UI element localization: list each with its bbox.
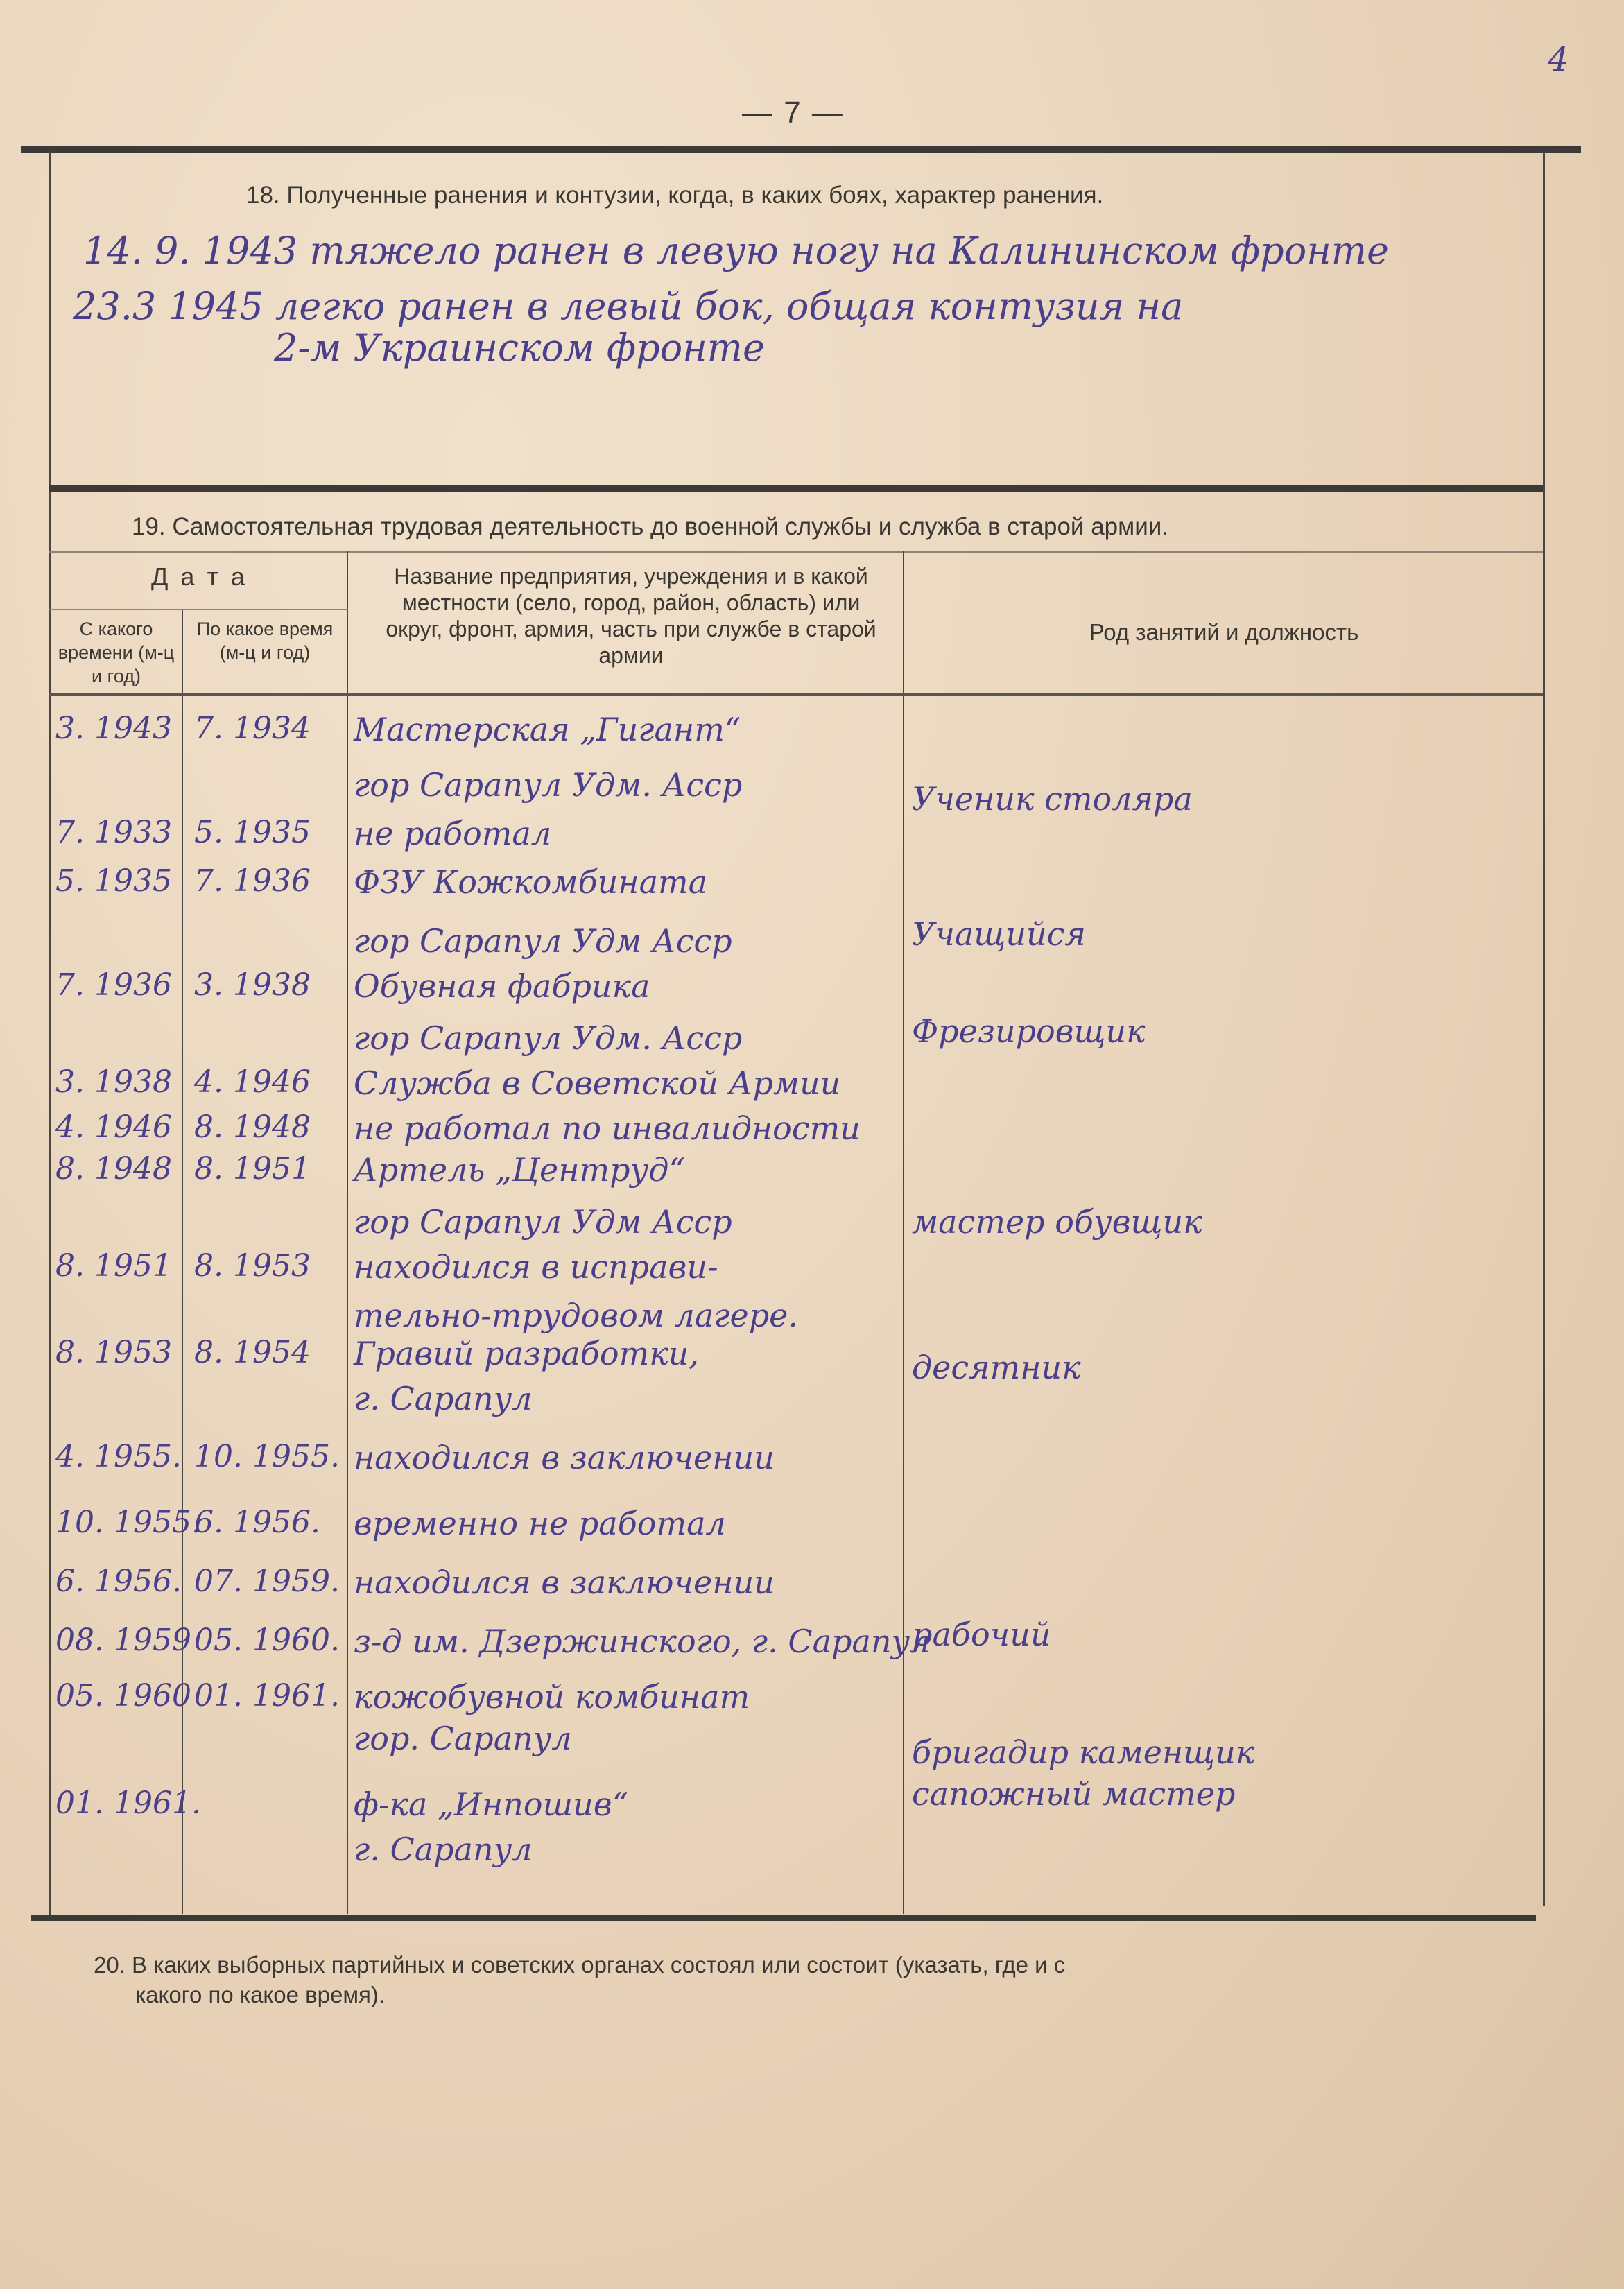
row-organization: гор Сарапул Удм. Асср: [354, 766, 743, 804]
row-organization: ФЗУ Кожкомбината: [354, 863, 708, 901]
row-to-date: 6. 1956.: [194, 1505, 320, 1540]
row-from-date: 3. 1943: [55, 711, 172, 746]
row-from-date: 05. 1960: [55, 1678, 191, 1713]
row-to-date: 7. 1936: [194, 863, 311, 899]
row-from-date: 5. 1935: [55, 863, 172, 899]
row-to-date: 8. 1948: [194, 1109, 311, 1145]
row-organization: Артель „Центруд“: [354, 1151, 685, 1189]
row-organization: Мастерская „Гигант“: [354, 711, 741, 748]
row-from-date: 8. 1951: [55, 1248, 172, 1284]
section-19-title: 19. Самостоятельная трудовая деятельность до военной службы и служба в старой армии.: [132, 513, 1169, 540]
row-to-date: 4. 1946: [194, 1064, 311, 1100]
row-from-date: 4. 1946: [55, 1109, 172, 1145]
row-position: рабочий: [912, 1616, 1051, 1653]
row-to-date: 8. 1953: [194, 1248, 311, 1284]
section-18-title: 18. Полученные ранения и контузии, когда, в каких боях, характер ранения.: [246, 182, 1104, 209]
header-organization: Название предприятия, учреждения и в какой местности (село, город, район, область) или округ, фронт, армия, часть при службе в старой армии: [386, 564, 876, 668]
row-position: бригадир каменщик: [912, 1734, 1255, 1771]
row-from-date: 08. 1959: [55, 1623, 191, 1658]
row-from-date: 4. 1955.: [55, 1439, 182, 1474]
row-from-date: 7. 1936: [55, 967, 172, 1003]
right-border: [1543, 151, 1545, 1906]
header-date-underline: [49, 609, 348, 610]
row-to-date: 8. 1954: [194, 1335, 311, 1370]
injury-line-1: 14. 9. 1943 тяжело ранен в левую ногу на Калининском фронте: [83, 229, 1389, 273]
header-bottom-rule: [49, 693, 1543, 696]
row-organization: гор Сарапул Удм Асср: [354, 922, 732, 960]
row-organization: Служба в Советской Армии: [354, 1064, 841, 1102]
row-to-date: 7. 1934: [194, 711, 311, 746]
page-number: — 7 —: [742, 96, 844, 130]
injury-line-2: 23.3 1945 легко ранен в левый бок, общая контузия на: [73, 284, 1184, 328]
header-date-group: Д а т а: [151, 562, 248, 591]
row-organization: г. Сарапул: [354, 1831, 533, 1868]
row-organization: тельно-трудовом лагере.: [354, 1297, 799, 1334]
col-divider-dates: [182, 610, 183, 1914]
row-organization: Обувная фабрика: [354, 967, 650, 1005]
row-to-date: 05. 1960.: [194, 1623, 340, 1658]
col-divider-org: [347, 551, 348, 1914]
row-position: Ученик столяра: [912, 780, 1193, 818]
row-position: Фрезировщик: [912, 1012, 1146, 1050]
row-organization: гор Сарапул Удм Асср: [354, 1203, 732, 1241]
row-organization: гор. Сарапул: [354, 1720, 572, 1757]
row-organization: гор Сарапул Удм. Асср: [354, 1019, 743, 1057]
row-to-date: 07. 1959.: [194, 1564, 340, 1599]
row-organization: ф-ка „Инпошив“: [354, 1786, 629, 1823]
row-from-date: 6. 1956.: [55, 1564, 182, 1599]
row-from-date: 8. 1948: [55, 1151, 172, 1186]
row-from-date: 8. 1953: [55, 1335, 172, 1370]
header-from: С какого времени (м-ц и год): [58, 619, 175, 686]
row-to-date: 5. 1935: [194, 815, 311, 850]
row-organization: не работал по инвалидности: [354, 1109, 861, 1147]
header-to: По какое время (м-ц и год): [196, 619, 334, 663]
section-20-line-1: 20. В каких выборных партийных и советских органах состоял или состоит (указать, где и с: [94, 1952, 1066, 1978]
row-position: мастер обувщик: [912, 1203, 1202, 1241]
row-organization: находился в исправи-: [354, 1248, 718, 1286]
row-position: Учащийся: [912, 915, 1086, 953]
row-organization: Гравий разработки,: [354, 1335, 699, 1372]
row-from-date: 10. 1955.: [55, 1505, 201, 1540]
row-to-date: 8. 1951: [194, 1151, 311, 1186]
section-19-rule: [49, 485, 1543, 492]
section-20-line-2: какого по какое время).: [135, 1982, 386, 2007]
row-organization: находился в заключении: [354, 1564, 775, 1601]
row-to-date: 01. 1961.: [194, 1678, 340, 1713]
top-rule: [21, 146, 1581, 153]
row-from-date: 7. 1933: [55, 815, 172, 850]
row-to-date: 3. 1938: [194, 967, 311, 1003]
row-organization: временно не работал: [354, 1505, 726, 1542]
row-organization: не работал: [354, 815, 552, 852]
col-divider-position: [903, 551, 904, 1914]
row-organization: з-д им. Дзержинского, г. Сарапул: [354, 1623, 931, 1660]
row-organization: г. Сарапул: [354, 1380, 533, 1417]
header-position: Род занятий и должность: [1089, 619, 1359, 645]
row-to-date: 10. 1955.: [194, 1439, 340, 1474]
row-position: десятник: [912, 1349, 1081, 1386]
row-position: сапожный мастер: [912, 1775, 1236, 1813]
injury-line-3: 2-м Украинском фронте: [274, 326, 765, 370]
section-19-title-underline: [49, 551, 1543, 553]
left-border: [49, 151, 51, 1919]
section-20-rule: [31, 1915, 1536, 1921]
row-organization: кожобувной комбинат: [354, 1678, 750, 1716]
row-from-date: 01. 1961.: [55, 1786, 201, 1821]
handwritten-page-mark: 4: [1548, 40, 1569, 79]
row-from-date: 3. 1938: [55, 1064, 172, 1100]
row-organization: находился в заключении: [354, 1439, 775, 1476]
